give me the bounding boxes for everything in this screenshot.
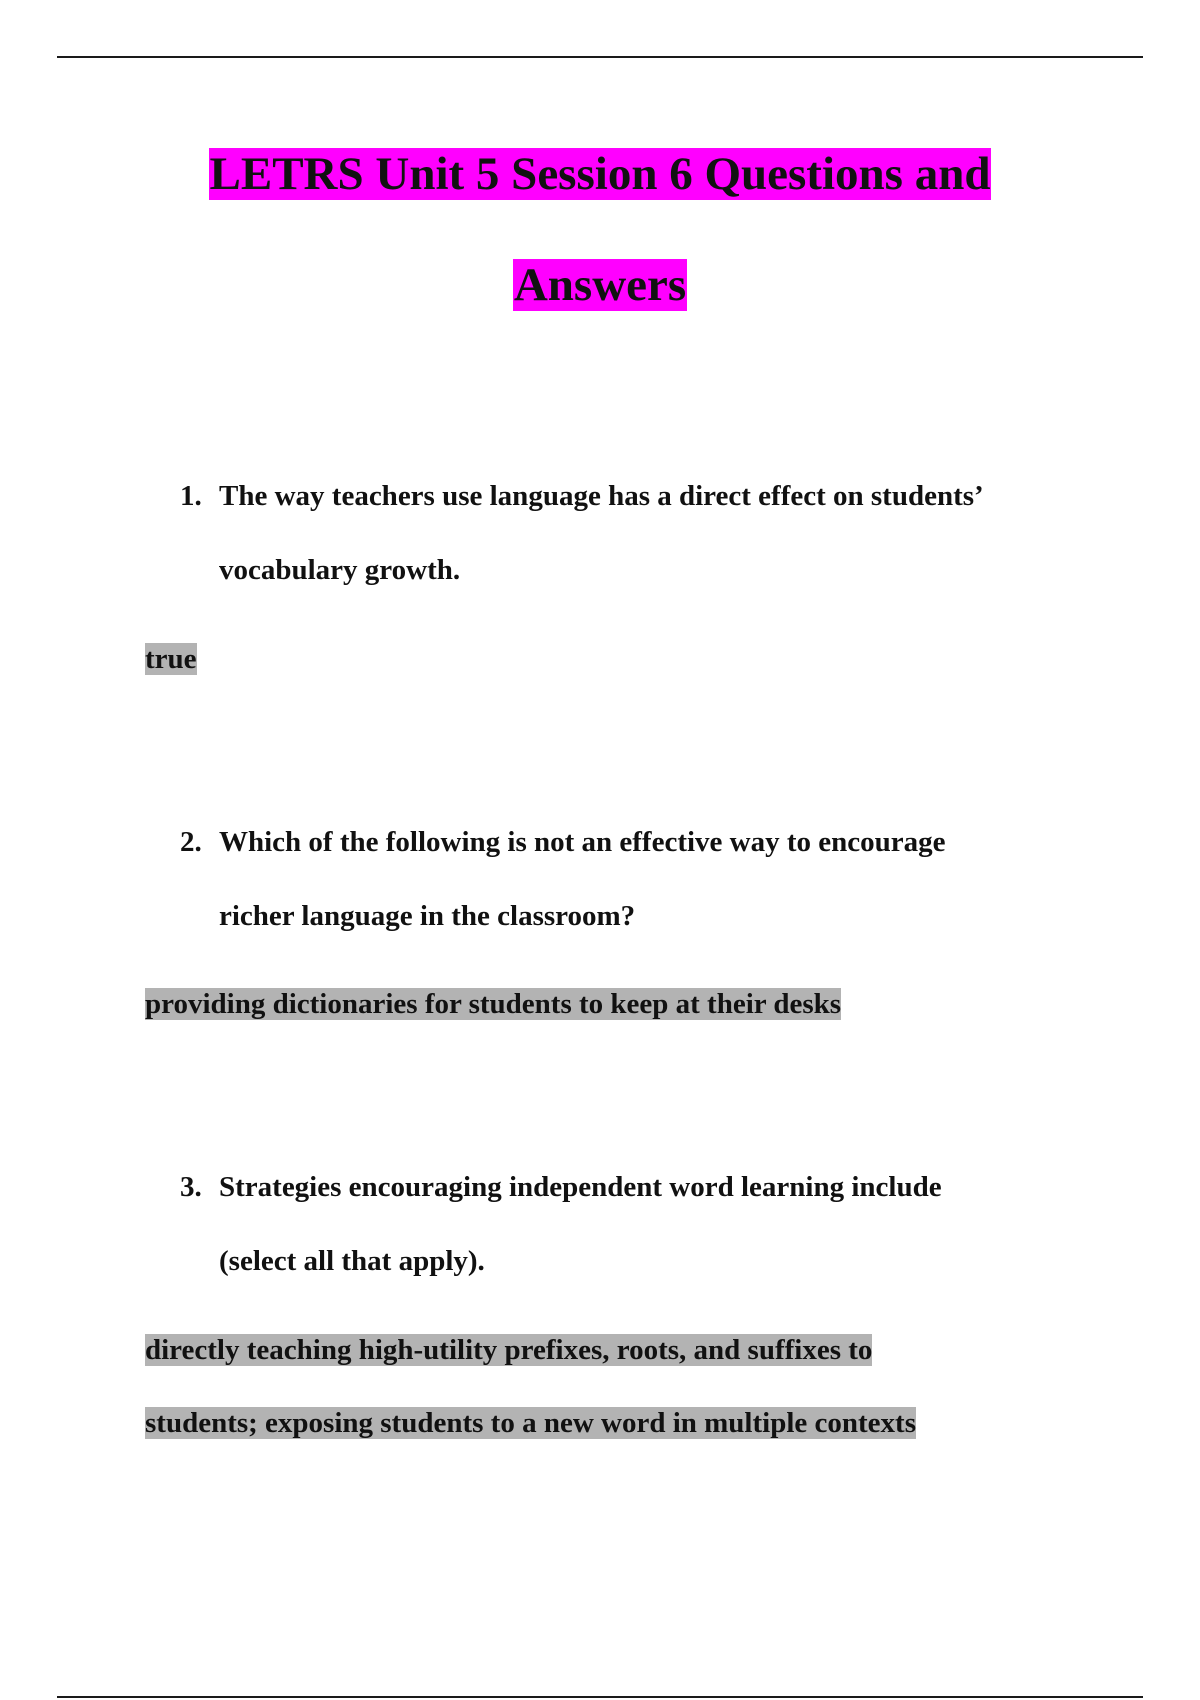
- question-text-line: The way teachers use language has a direct effect on students’: [219, 480, 984, 512]
- answer-highlight: students; exposing students to a new word in multiple contexts: [145, 1407, 916, 1439]
- page-top-rule: [57, 56, 1143, 58]
- question-text-line: Which of the following is not an effective way to encourage: [219, 826, 946, 858]
- question-text-line: richer language in the classroom?: [219, 900, 636, 932]
- page-title-line-1: [0, 146, 1200, 202]
- answer-2: [145, 986, 841, 1022]
- answer-1: [145, 641, 197, 677]
- answer-highlight: true: [145, 643, 197, 675]
- question-text-line: (select all that apply).: [219, 1245, 485, 1277]
- title-highlight-2: Answers: [513, 259, 687, 311]
- question-text-line: Strategies encouraging independent word learning include: [219, 1171, 942, 1203]
- answer-3-line-2: [145, 1405, 916, 1441]
- page-bottom-rule: [57, 1696, 1143, 1698]
- question-number: 2.: [180, 826, 202, 858]
- question-number: 3.: [180, 1171, 202, 1203]
- answer-3-line-1: [145, 1332, 872, 1368]
- answer-highlight: providing dictionaries for students to keep at their desks: [145, 988, 842, 1020]
- page-title-line-2: [0, 257, 1200, 313]
- answer-highlight: directly teaching high-utility prefixes, roots, and suffixes to: [145, 1334, 873, 1366]
- question-text-line: vocabulary growth.: [219, 554, 461, 586]
- question-number: 1.: [180, 480, 202, 512]
- title-highlight-1: LETRS Unit 5 Session 6 Questions and: [209, 148, 991, 200]
